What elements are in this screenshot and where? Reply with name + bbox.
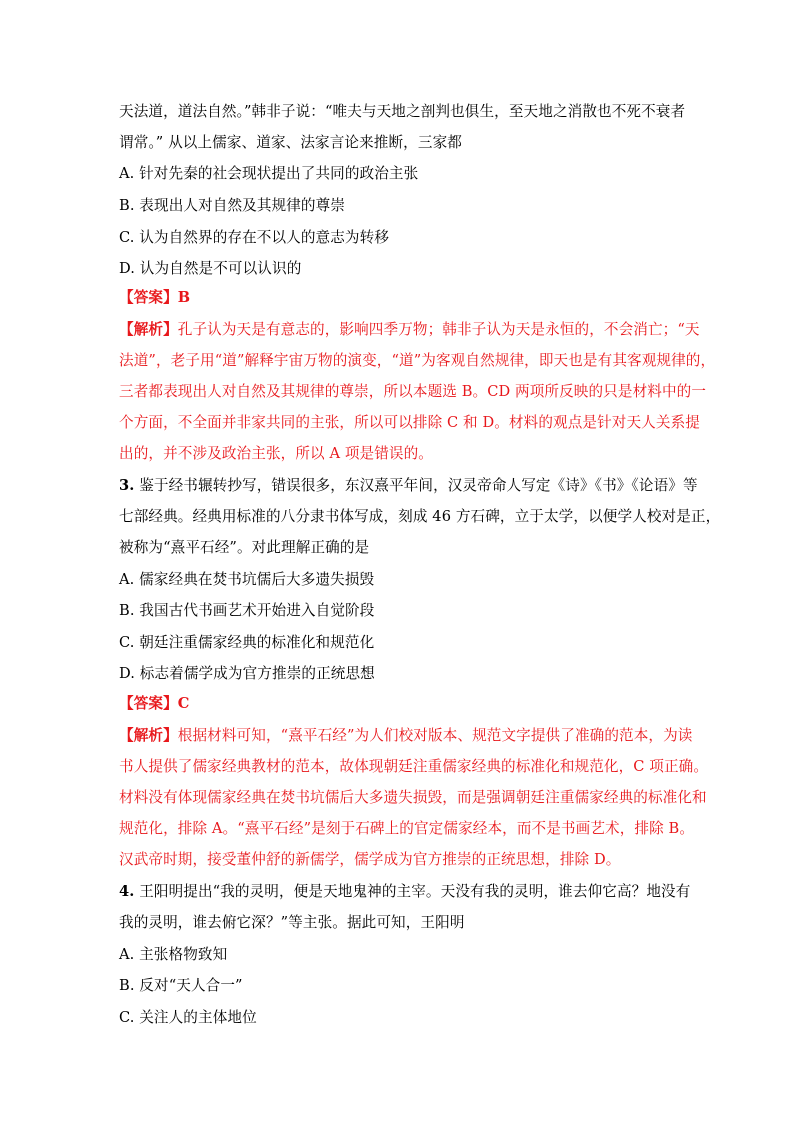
- q2-analysis-line-3: 三者都表现出人对自然及其规律的尊崇，所以本题选 B。CD 两项所反映的只是材料中的一: [119, 383, 707, 400]
- q2-option-c: C. 认为自然界的存在不以人的意志为转移: [119, 229, 390, 246]
- q3-analysis-line-3: 材料没有体现儒家经典在焚书坑儒后大多遗失损毁，而是强调朝廷注重儒家经典的标准化和: [119, 789, 707, 806]
- q2-analysis-line-1: [119, 320, 700, 340]
- q3-stem-line-1: [119, 476, 698, 496]
- q3-stem-line-2: 七部经典。经典用标准的八分隶书体写成，刻成 46 方石碑，立于太学，以便学人校对是正，: [119, 508, 721, 525]
- q4-stem-line-1: [119, 882, 690, 902]
- q2-answer: [119, 288, 190, 308]
- q2-analysis-line-4: 个方面，不全面并非家共同的主张，所以可以排除 C 和 D。材料的观点是针对天人关系提: [119, 414, 700, 431]
- question-number: 3.: [119, 477, 135, 494]
- analysis-label: 【解析】: [119, 727, 178, 744]
- q2-option-a: A. 针对先秦的社会现状提出了共同的政治主张: [119, 165, 419, 182]
- answer-value: C: [177, 695, 190, 712]
- q4-option-a: A. 主张格物致知: [119, 946, 228, 963]
- analysis-text: 孔子认为天是有意志的，影响四季万物；韩非子认为天是永恒的，不会消亡；“天: [177, 321, 700, 338]
- answer-label: 【答案】: [119, 289, 178, 306]
- question-number: 4.: [119, 883, 135, 900]
- q2-stem-line-1: 天法道，道法自然。”韩非子说：“唯夫与天地之剖判也俱生，至天地之消散也不死不衰者: [119, 103, 686, 120]
- q2-analysis-line-5: 出的，并不涉及政治主张，所以 A 项是错误的。: [119, 445, 433, 462]
- q4-option-c: C. 关注人的主体地位: [119, 1009, 257, 1026]
- q3-analysis-line-1: [119, 726, 693, 746]
- q3-analysis-line-2: 书人提供了儒家经典教材的范本，故体现朝廷注重儒家经典的标准化和规范化，C 项正确。: [119, 758, 709, 775]
- q3-stem-line-3: 被称为“熹平石经”。对此理解正确的是: [119, 539, 370, 556]
- q3-option-a: A. 儒家经典在焚书坑儒后大多遗失损毁: [119, 571, 375, 588]
- analysis-label: 【解析】: [119, 321, 178, 338]
- q4-option-b: B. 反对“天人合一”: [119, 977, 243, 994]
- q3-option-d: D. 标志着儒学成为官方推崇的正统思想: [119, 665, 375, 682]
- q3-analysis-line-4: 规范化，排除 A。“熹平石经”是刻于石碑上的官定儒家经本，而不是书画艺术，排除 B。: [119, 820, 695, 837]
- q2-option-b: B. 表现出人对自然及其规律的尊崇: [119, 197, 346, 214]
- q2-stem-line-2: 谓常。” 从以上儒家、道家、法家言论来推断，三家都: [119, 134, 462, 151]
- q3-analysis-line-5: 汉武帝时期，接受董仲舒的新儒学，儒学成为官方推崇的正统思想，排除 D。: [119, 851, 621, 868]
- q3-option-b: B. 我国古代书画艺术开始进入自觉阶段: [119, 602, 375, 619]
- q4-stem-line-2: 我的灵明，谁去俯它深？”等主张。据此可知，王阳明: [119, 914, 465, 931]
- q2-option-d: D. 认为自然是不可以认识的: [119, 260, 302, 277]
- question-text: 王阳明提出“我的灵明，便是天地鬼神的主宰。天没有我的灵明，谁去仰它高？地没有: [139, 883, 691, 900]
- analysis-text: 根据材料可知，“熹平石经”为人们校对版本、规范文字提供了准确的范本，为读: [177, 727, 693, 744]
- q2-analysis-line-2: 法道”，老子用“道”解释宇宙万物的演变，“道”为客观自然规律，即天也是有其客观规律的，: [119, 352, 716, 369]
- answer-value: B: [177, 289, 191, 306]
- q3-answer: [119, 694, 190, 714]
- q3-option-c: C. 朝廷注重儒家经典的标准化和规范化: [119, 634, 375, 651]
- answer-label: 【答案】: [119, 695, 178, 712]
- question-text: 鉴于经书辗转抄写，错误很多，东汉熹平年间，汉灵帝命人写定《诗》《书》《论语》等: [139, 477, 698, 494]
